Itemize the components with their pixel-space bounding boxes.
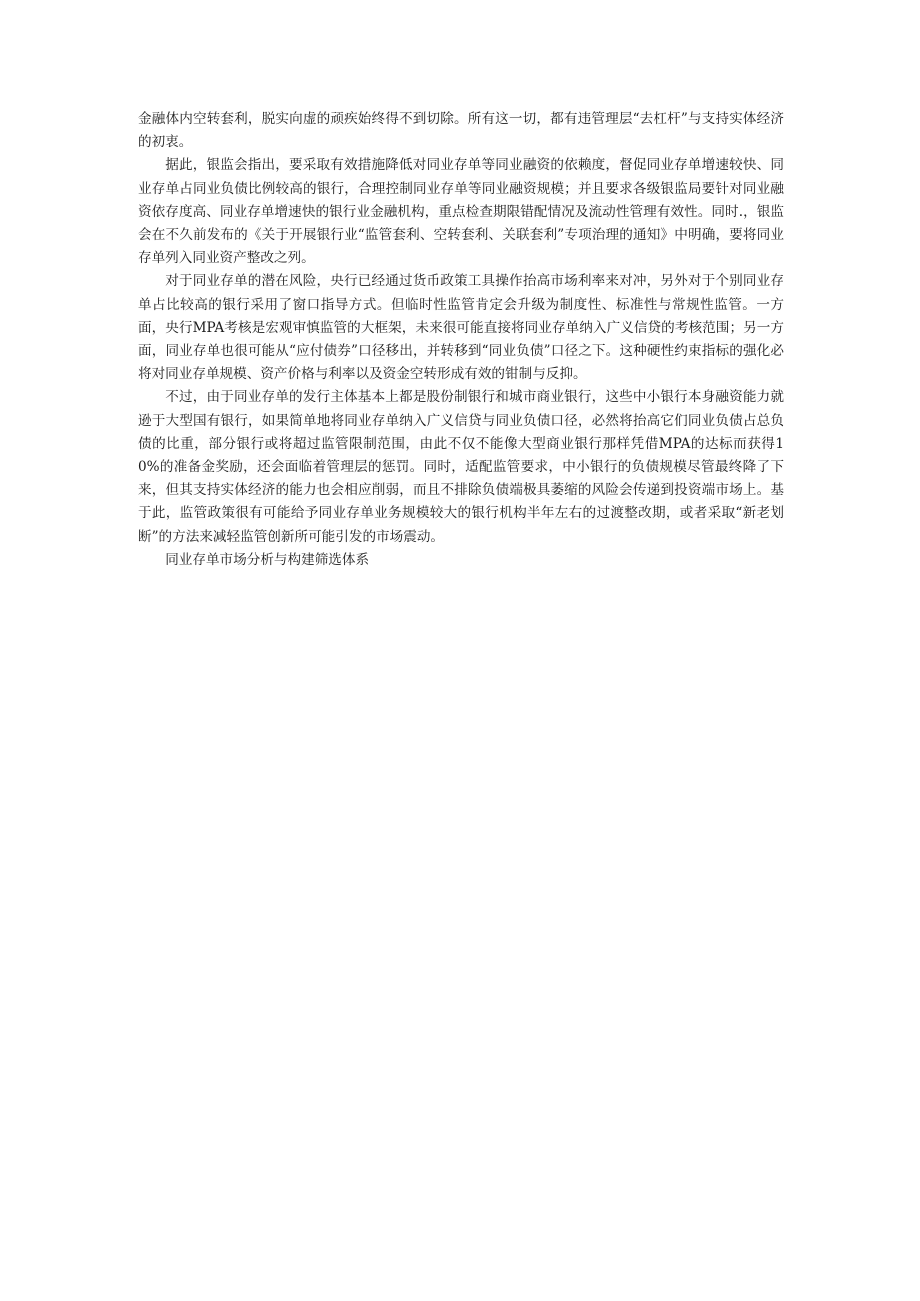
section-heading: 同业存单市场分析与构建筛选体系 [165,551,370,568]
document-body [138,108,784,572]
paragraph-cbrc-measures: 据此，银监会指出，要采取有效措施降低对同业存单等同业融资的依赖度，督促同业存单增速较快、同业存单占同业负债比例较高的银行，合理控制同业存单等同业融资规模；并且要求各级银监局要针对同业融资依存度高、同业存单增速快的银行业金融机构，重点检查期限错配情况及流动性管理有效性。同时.，银监会在不久前发布的《关于开展银行业“监管套利、空转套利、关联套利”专项治理的通知》中明确，要将同业存单列入同业资产整改之列。 [138,157,784,267]
paragraph-pboc-risk-hedging: 对于同业存单的潜在风险，央行已经通过货币政策工具操作抬高市场利率来对冲，另外对于个别同业存单占比较高的银行采用了窗口指导方式。但临时性监管肯定会升级为制度性、标准性与常规性监管。一方面，央行MPA考核是宏观审慎监管的大框架，未来很可能直接将同业存单纳入广义信贷的考核范围；另一方面，同业存单也很可能从“应付债券”口径移出，并转移到“同业负债”口径之下。这种硬性约束指标的强化必将对同业存单规模、资产价格与利率以及资金空转形成有效的钳制与反抑。 [138,273,784,383]
paragraph-continued: 金融体内空转套利，脱实向虚的顽疾始终得不到切除。所有这一切，都有违管理层“去杠杆”与支持实体经济的初衷。 [138,111,784,151]
paragraph-transition-period: 不过，由于同业存单的发行主体基本上都是股份制银行和城市商业银行，这些中小银行本身融资能力就逊于大型国有银行，如果简单地将同业存单纳入广义信贷与同业负债口径，必然将抬高它们同业负债占总负债的比重，部分银行或将超过监管限制范围，由此不仅不能像大型商业银行那样凭借MPA的达标而获得10%的准备金奖励，还会面临着管理层的惩罚。同时，适配监管要求，中小银行的负债规模尽管最终降了下来，但其支持实体经济的能力也会相应削弱，而且不排除负债端极具萎缩的风险会传递到投资端市场上。基于此，监管政策很有可能给予同业存单业务规模较大的银行机构半年左右的过渡整改期，或者采取“新老划断”的方法来减轻监管创新所可能引发的市场震动。 [138,389,784,545]
